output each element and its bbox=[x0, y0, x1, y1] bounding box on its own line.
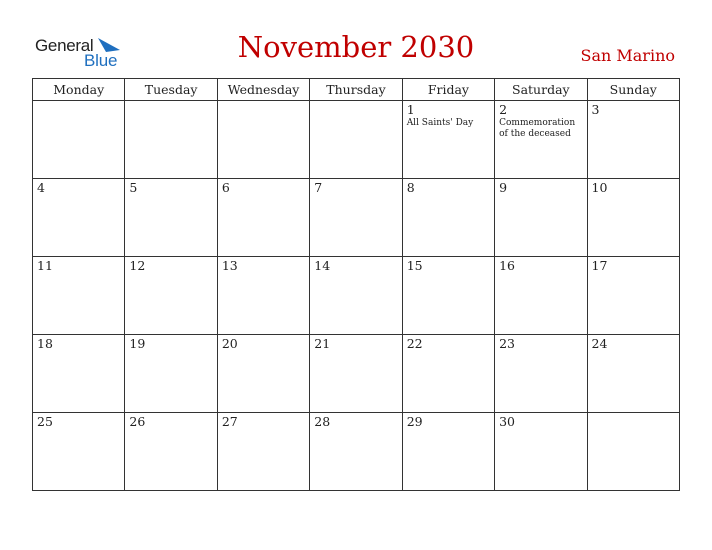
day-cell bbox=[495, 101, 587, 179]
day-number: 3 bbox=[591, 102, 600, 117]
logo-text-general: General bbox=[35, 36, 94, 55]
day-number: 15 bbox=[406, 258, 423, 273]
day-cell bbox=[125, 335, 217, 413]
day-cell bbox=[587, 257, 679, 335]
day-number: 28 bbox=[314, 414, 331, 429]
weekday-header: Wednesday bbox=[217, 79, 309, 101]
day-number: 19 bbox=[129, 336, 146, 351]
day-cell bbox=[33, 335, 125, 413]
day-number: 12 bbox=[129, 258, 146, 273]
day-number: 17 bbox=[591, 258, 608, 273]
day-number: 9 bbox=[499, 180, 508, 195]
day-cell bbox=[125, 101, 217, 179]
week-row bbox=[33, 101, 680, 179]
day-cell bbox=[587, 335, 679, 413]
day-cell bbox=[310, 335, 402, 413]
day-number: 16 bbox=[499, 258, 516, 273]
day-cell bbox=[310, 101, 402, 179]
day-cell bbox=[217, 335, 309, 413]
week-row bbox=[33, 257, 680, 335]
day-cell bbox=[310, 257, 402, 335]
day-cell bbox=[495, 413, 587, 491]
day-number: 24 bbox=[591, 336, 608, 351]
day-number: 21 bbox=[314, 336, 331, 351]
day-number: 13 bbox=[221, 258, 238, 273]
weekday-header: Friday bbox=[402, 79, 494, 101]
day-cell bbox=[33, 413, 125, 491]
day-cell bbox=[587, 101, 679, 179]
day-cell bbox=[125, 179, 217, 257]
day-number: 20 bbox=[221, 336, 238, 351]
day-number: 25 bbox=[37, 414, 53, 429]
day-number: 30 bbox=[499, 414, 516, 429]
day-cell bbox=[217, 257, 309, 335]
week-row bbox=[33, 179, 680, 257]
day-cell bbox=[217, 101, 309, 179]
day-number: 18 bbox=[37, 336, 53, 351]
day-number: 11 bbox=[37, 258, 53, 273]
week-row bbox=[33, 413, 680, 491]
day-number: 22 bbox=[406, 336, 423, 351]
day-number: 4 bbox=[37, 180, 45, 195]
day-number: 8 bbox=[406, 180, 415, 195]
day-cell bbox=[495, 335, 587, 413]
logo-text-blue: Blue bbox=[84, 51, 118, 70]
day-number: 6 bbox=[221, 180, 230, 195]
day-cell bbox=[310, 413, 402, 491]
weekday-header: Monday bbox=[33, 79, 125, 101]
weekday-header: Sunday bbox=[587, 79, 679, 101]
weekday-header: Saturday bbox=[495, 79, 587, 101]
calendar-body bbox=[33, 101, 680, 491]
day-cell bbox=[587, 413, 679, 491]
day-number: 10 bbox=[591, 180, 608, 195]
day-number: 27 bbox=[221, 414, 238, 429]
day-cell bbox=[402, 413, 494, 491]
day-cell bbox=[33, 101, 125, 179]
week-row bbox=[33, 335, 680, 413]
day-cell bbox=[402, 101, 494, 179]
holiday-label: All Saints' Day bbox=[406, 118, 474, 128]
weekday-header: Tuesday bbox=[125, 79, 217, 101]
day-number: 29 bbox=[406, 414, 423, 429]
day-cell bbox=[495, 179, 587, 257]
day-cell bbox=[402, 179, 494, 257]
day-cell bbox=[125, 257, 217, 335]
day-cell bbox=[33, 179, 125, 257]
day-number: 14 bbox=[314, 258, 331, 273]
day-cell bbox=[125, 413, 217, 491]
day-cell bbox=[587, 179, 679, 257]
day-cell bbox=[402, 335, 494, 413]
weekday-header-row bbox=[33, 79, 680, 101]
day-number: 23 bbox=[499, 336, 516, 351]
day-cell bbox=[495, 257, 587, 335]
country-label: San Marino bbox=[580, 46, 675, 65]
day-cell bbox=[217, 179, 309, 257]
weekday-header: Thursday bbox=[310, 79, 402, 101]
calendar-grid bbox=[32, 78, 680, 491]
day-number: 26 bbox=[129, 414, 146, 429]
day-cell bbox=[310, 179, 402, 257]
day-number: 5 bbox=[129, 180, 138, 195]
day-number: 2 bbox=[499, 102, 508, 117]
holiday-label: Commemoration of the deceased bbox=[499, 118, 576, 139]
day-cell bbox=[33, 257, 125, 335]
day-cell bbox=[402, 257, 494, 335]
day-cell bbox=[217, 413, 309, 491]
calendar-title: November 2030 bbox=[237, 30, 475, 64]
day-number: 1 bbox=[406, 102, 415, 117]
day-number: 7 bbox=[314, 180, 323, 195]
